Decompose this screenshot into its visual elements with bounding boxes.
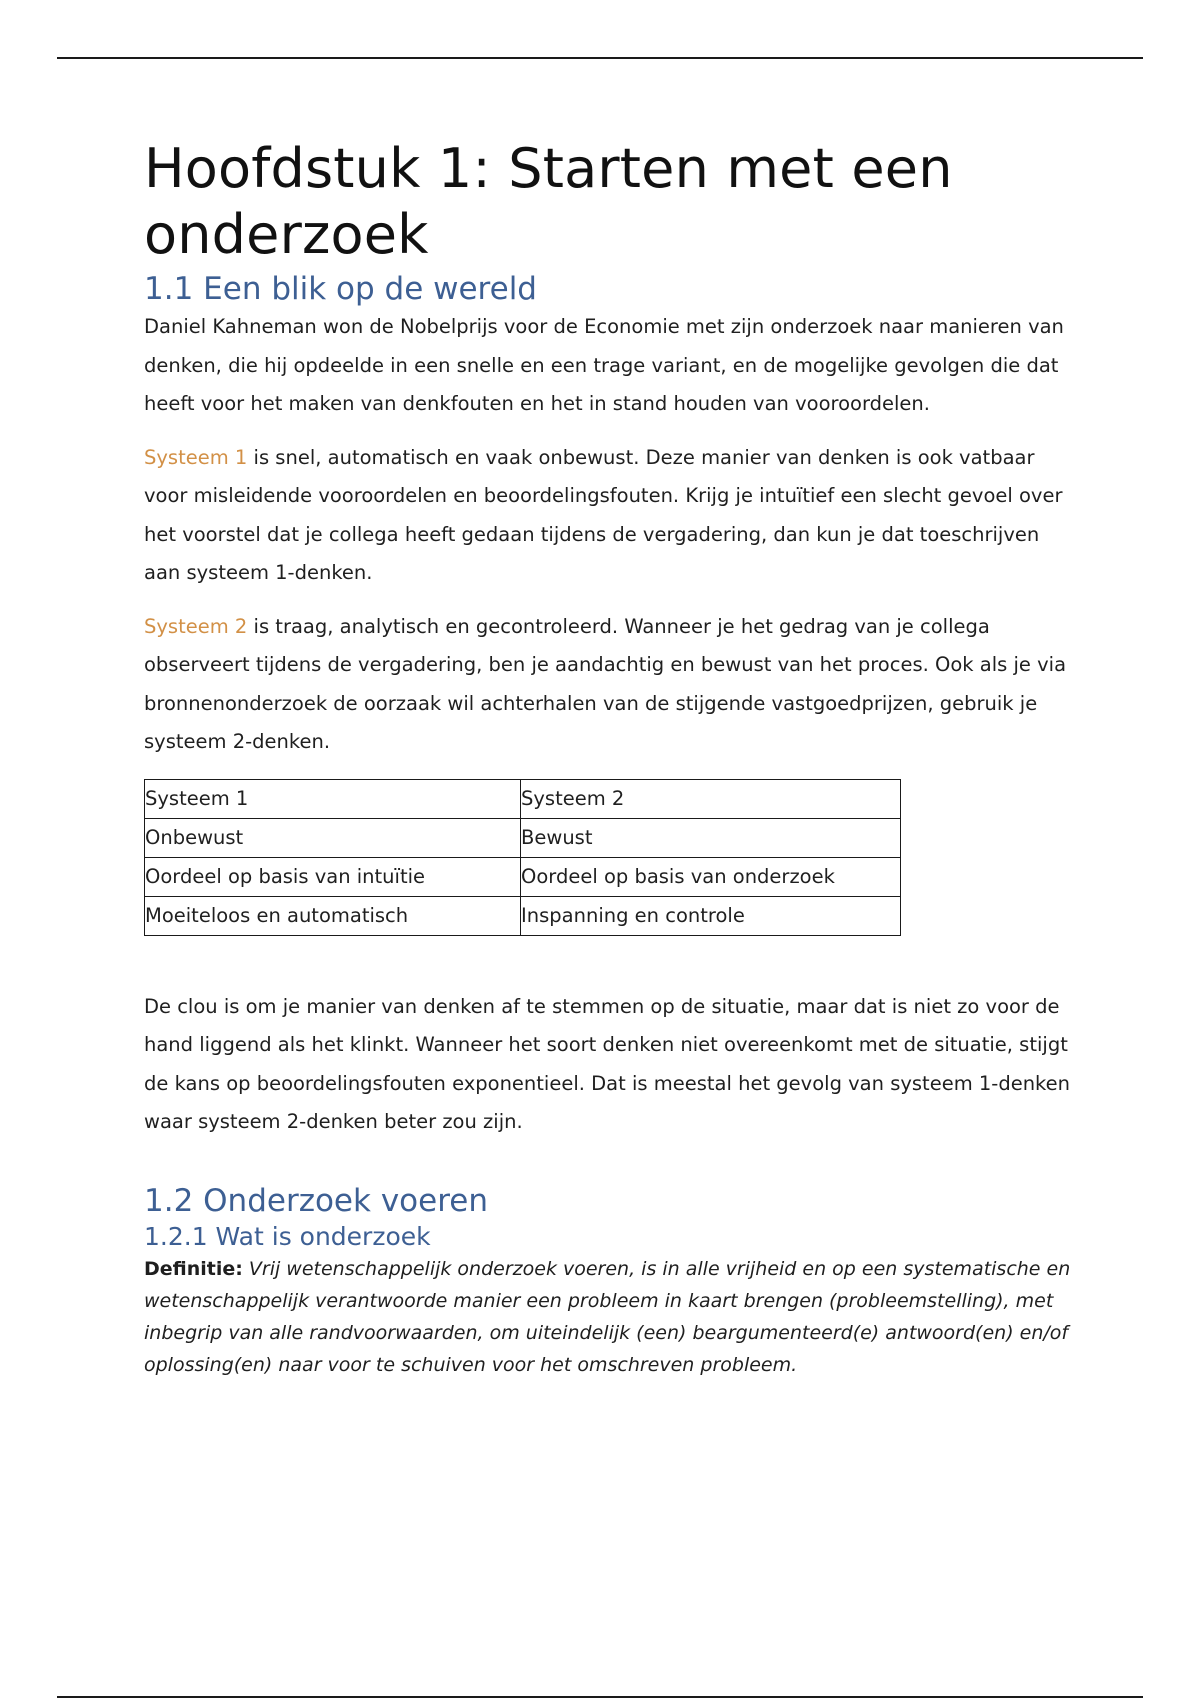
section-heading-1-1: 1.1 Een blik op de wereld [144, 271, 537, 307]
definition-text: Vrij wetenschappelijk onderzoek voeren, is in alle vrijheid en op een systematische en wetenschappelijk verantwoorde manier een probleem in kaart brengen (probleemstelling), met inbegrip van alle randvoorwaarden, om uiteindelijk (een) beargumenteerd(e) antwoord(en) en/of oplossing(en) naar voor te schuiven voor het omschreven probleem. [144, 1257, 1071, 1376]
paragraph-systeem-1 [144, 439, 1074, 593]
page-bottom-rule [57, 1696, 1143, 1698]
table-row [145, 818, 901, 857]
paragraph-systeem-2 [144, 608, 1074, 762]
definition-paragraph [144, 1253, 1074, 1381]
subsection-heading-1-2-1: 1.2.1 Wat is onderzoek [144, 1221, 431, 1251]
document-body [144, 136, 1074, 1381]
term-systeem-1: Systeem 1 [144, 445, 248, 469]
comparison-table [144, 779, 901, 936]
term-systeem-2: Systeem 2 [144, 614, 248, 638]
paragraph-intro: Daniel Kahneman won de Nobelprijs voor de Economie met zijn onderzoek naar manieren van denken, die hij opdeelde in een snelle en een trage variant, en de mogelijke gevolgen die dat heeft voor het maken van denkfouten en het in stand houden van vooroordelen. [144, 315, 1064, 415]
table-cell: Systeem 1 [145, 779, 521, 818]
table-cell: Onbewust [145, 818, 521, 857]
table-cell: Oordeel op basis van onderzoek [521, 857, 901, 896]
table-row [145, 896, 901, 935]
table-cell: Moeiteloos en automatisch [145, 896, 521, 935]
table-row [145, 857, 901, 896]
table-cell: Inspanning en controle [521, 896, 901, 935]
table-cell: Oordeel op basis van intuïtie [145, 857, 521, 896]
definition-label: Definitie: [144, 1257, 243, 1280]
paragraph-clou: De clou is om je manier van denken af te stemmen op de situatie, maar dat is niet zo voor de hand liggend als het klinkt. Wanneer het soort denken niet overeenkomt met de situatie, stijgt de kans op beoordelingsfouten exponentieel. Dat is meestal het gevolg van systeem 1-denken waar systeem 2-denken beter zou zijn. [144, 994, 1071, 1133]
systeem-2-description: is traag, analytisch en gecontroleerd. Wanneer je het gedrag van je collega observeert tijdens de vergadering, ben je aandachtig en bewust van het proces. Ook als je via bronnenonderzoek de oorzaak wil achterhalen van de stijgende vastgoedprijzen, gebruik je systeem 2-denken. [144, 614, 1067, 753]
table-cell: Bewust [521, 818, 901, 857]
page-top-rule [57, 57, 1143, 59]
chapter-title: Hoofdstuk 1: Starten met een onderzoek [144, 137, 953, 266]
section-heading-1-2: 1.2 Onderzoek voeren [144, 1182, 488, 1219]
systeem-1-description: is snel, automatisch en vaak onbewust. Deze manier van denken is ook vatbaar voor misleidende vooroordelen en beoordelingsfouten. Krijg je intuïtief een slecht gevoel over het voorstel dat je collega heeft gedaan tijdens de vergadering, dan kun je dat toeschrijven aan systeem 1-denken. [144, 445, 1063, 584]
table-row [145, 779, 901, 818]
table-cell: Systeem 2 [521, 779, 901, 818]
